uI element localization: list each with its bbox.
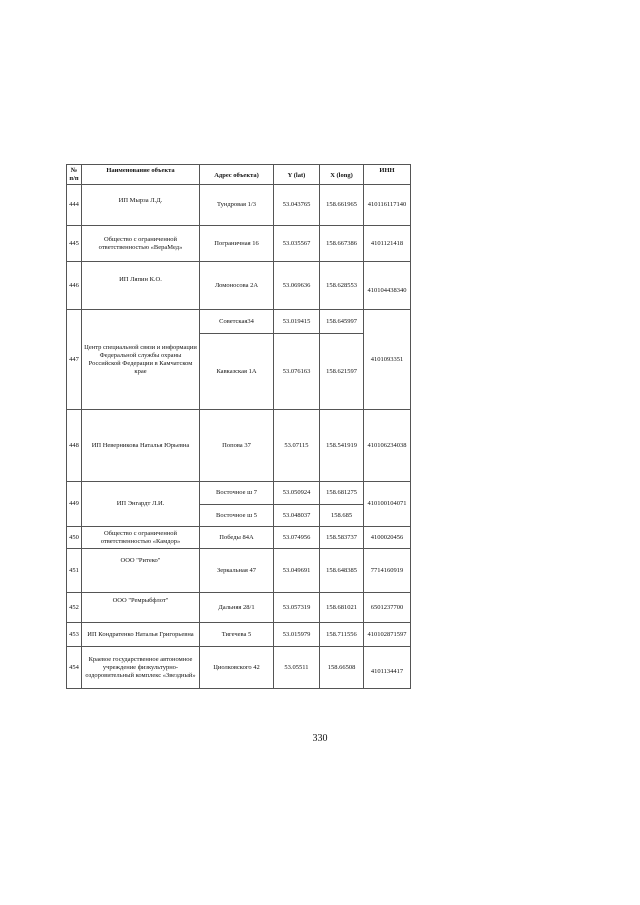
row-address: Восточное ш 7 <box>200 482 274 505</box>
table-row <box>67 549 411 593</box>
row-name: Общество с ограниченной ответственностью «ВераМед» <box>82 226 200 262</box>
table-row <box>67 410 411 482</box>
row-name: ИП Кондратенко Наталья Григорьевна <box>82 623 200 647</box>
table-row <box>67 262 411 310</box>
header-lon: X (long) <box>320 165 364 185</box>
row-address: Кавказская 1А <box>200 334 274 410</box>
row-lon: 158.628553 <box>320 262 364 310</box>
row-inn: 7714160919 <box>364 549 411 593</box>
row-inn: 6501237700 <box>364 593 411 623</box>
row-lon: 158.621597 <box>320 334 364 410</box>
row-inn: 410100104071 <box>364 482 411 527</box>
row-lat: 53.035567 <box>274 226 320 262</box>
row-name: ООО "Ремрыбфлот" <box>82 593 200 623</box>
row-lat: 53.048037 <box>274 505 320 527</box>
header-name: Наименование объекта <box>82 165 200 185</box>
table-row <box>67 623 411 647</box>
row-address: Пограничная 16 <box>200 226 274 262</box>
row-inn: 410102871597 <box>364 623 411 647</box>
row-address: Циолковского 42 <box>200 647 274 689</box>
row-inn: 4101093351 <box>364 310 411 410</box>
row-lon: 158.685 <box>320 505 364 527</box>
row-lon: 158.681275 <box>320 482 364 505</box>
row-name: Центр специальной связи и информации Федеральной службы охраны Российской Федерации в Камчатском крае <box>82 310 200 410</box>
row-no: 448 <box>67 410 82 482</box>
row-no: 454 <box>67 647 82 689</box>
row-lat: 53.069636 <box>274 262 320 310</box>
row-lat: 53.076163 <box>274 334 320 410</box>
row-lon: 158.681021 <box>320 593 364 623</box>
row-no: 449 <box>67 482 82 527</box>
row-inn: 4101134417 <box>364 647 411 689</box>
row-inn: 410116117140 <box>364 185 411 226</box>
row-lon: 158.648385 <box>320 549 364 593</box>
table-row <box>67 482 411 505</box>
row-name: ИП Мырза Л.Д. <box>82 185 200 226</box>
row-address: Советская34 <box>200 310 274 334</box>
table-header-row <box>67 165 411 185</box>
row-lat: 53.074956 <box>274 527 320 549</box>
row-no: 446 <box>67 262 82 310</box>
header-address: Адрес объекта) <box>200 165 274 185</box>
row-no: 445 <box>67 226 82 262</box>
row-address: Победы 84А <box>200 527 274 549</box>
row-no: 444 <box>67 185 82 226</box>
row-inn: 4100020456 <box>364 527 411 549</box>
row-lat: 53.015979 <box>274 623 320 647</box>
table-row <box>67 647 411 689</box>
row-no: 452 <box>67 593 82 623</box>
row-lon: 158.66508 <box>320 647 364 689</box>
row-name: ИП Неверникова Наталья Юрьевна <box>82 410 200 482</box>
row-name: ИП Ляпин К.О. <box>82 262 200 310</box>
row-address: Тундровая 1/3 <box>200 185 274 226</box>
row-name: Общество с ограниченной ответственностью «Камдор» <box>82 527 200 549</box>
header-inn: ИНН <box>364 165 411 185</box>
row-lon: 158.667386 <box>320 226 364 262</box>
header-no: № п/п <box>67 165 82 185</box>
table-row <box>67 527 411 549</box>
row-address: Тигечева 5 <box>200 623 274 647</box>
row-inn: 410104438340 <box>364 262 411 310</box>
row-lat: 53.049691 <box>274 549 320 593</box>
table-row <box>67 226 411 262</box>
row-no: 450 <box>67 527 82 549</box>
row-address: Восточное ш 5 <box>200 505 274 527</box>
row-lon: 158.645997 <box>320 310 364 334</box>
row-inn: 410106234038 <box>364 410 411 482</box>
row-lon: 158.711556 <box>320 623 364 647</box>
row-lat: 53.057319 <box>274 593 320 623</box>
row-no: 453 <box>67 623 82 647</box>
row-address: Дальняя 28/1 <box>200 593 274 623</box>
row-lon: 158.583737 <box>320 527 364 549</box>
header-lat: Y (lat) <box>274 165 320 185</box>
row-lat: 53.05511 <box>274 647 320 689</box>
table-row <box>67 593 411 623</box>
row-lat: 53.019415 <box>274 310 320 334</box>
row-name: Краевое государственное автономное учреждение физкультурно-оздоровительный комплекс «Звездный» <box>82 647 200 689</box>
row-address: Ломоносова 2А <box>200 262 274 310</box>
row-lon: 158.661965 <box>320 185 364 226</box>
row-name: ИП Энгардт Л.И. <box>82 482 200 527</box>
row-no: 447 <box>67 310 82 410</box>
row-lon: 158.541919 <box>320 410 364 482</box>
row-lat: 53.050924 <box>274 482 320 505</box>
row-lat: 53.07115 <box>274 410 320 482</box>
page-number: 330 <box>312 733 328 744</box>
table-row <box>67 310 411 334</box>
objects-table <box>66 164 411 689</box>
row-no: 451 <box>67 549 82 593</box>
row-lat: 53.043765 <box>274 185 320 226</box>
row-address: Зеркальная 47 <box>200 549 274 593</box>
row-name: ООО "Ритеко" <box>82 549 200 593</box>
row-address: Попова 37 <box>200 410 274 482</box>
row-inn: 4101121418 <box>364 226 411 262</box>
table-row <box>67 185 411 226</box>
